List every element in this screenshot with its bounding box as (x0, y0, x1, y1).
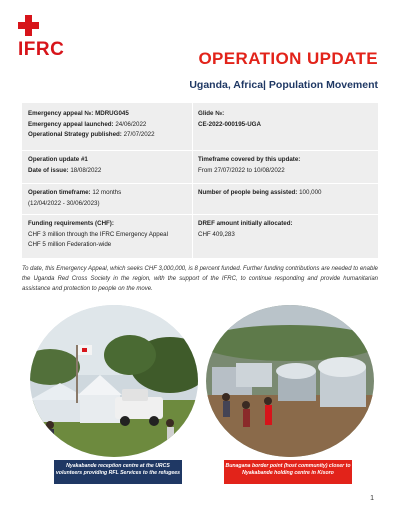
issue-label: Date of issue: (28, 166, 69, 174)
strategy-value: 27/07/2022 (123, 131, 155, 138)
strategy-label: Operational Strategy published: (28, 131, 122, 138)
page-subtitle: Uganda, Africa| Population Movement (189, 79, 378, 91)
row-divider (22, 183, 378, 184)
glide-value: CE-2022-000195-UGA (198, 120, 261, 128)
red-cross-crescent-icon (18, 14, 70, 38)
ifrc-logo (18, 14, 78, 62)
timeframe-covered (198, 155, 373, 176)
update-label: Operation update #1 (28, 156, 88, 163)
appeal-no-value: MDRUG045 (95, 110, 129, 117)
op-timeframe-label: Operation timeframe: (28, 189, 91, 196)
funding-label: Funding requirements (CHF): (28, 220, 114, 227)
row-divider (22, 214, 378, 215)
issue-value: 18/08/2022 (70, 166, 102, 174)
funding-line-1: CHF 3 million through the IFRC Emergency Appeal (28, 230, 168, 238)
row-divider (22, 150, 378, 151)
dref-label: DREF amount initially allocated: (198, 220, 293, 227)
funding-paragraph: To date, this Emergency Appeal, which seeks CHF 3,000,000, is 8 percent funded. Further funding contributions are needed to enable the Uganda Red Cross Society in the region, with the support of the IFRC, to continue responding and provide humanitarian assistance and protection to people on the move. (22, 266, 378, 292)
timeframe-covered-value: From 27/07/2022 to 10/08/2022 (198, 166, 285, 174)
funding-line-2: CHF 5 million Federation-wide (28, 241, 112, 248)
left-photo-caption: Nyakabande reception centre at the URCS volunteers providing RFL Services to the refugees (54, 460, 182, 484)
logo-text: IFRC (18, 39, 65, 60)
people-label: Number of people being assisted: (198, 189, 298, 196)
launched-label: Emergency appeal launched: (28, 120, 114, 128)
page-number: 1 (370, 495, 374, 502)
appeal-no-label: Emergency appeal №: (28, 110, 94, 117)
update-details (28, 155, 188, 176)
dref-value: CHF 409,283 (198, 230, 235, 238)
timeframe-covered-label: Timeframe covered by this update: (198, 156, 301, 163)
people-assisted (198, 188, 373, 199)
operation-timeframe (28, 188, 188, 209)
operation-info-box (22, 103, 378, 258)
page-title: OPERATION UPDATE (198, 49, 378, 68)
bunagana-border-photo (206, 305, 374, 457)
funding-requirements (28, 219, 188, 251)
op-timeframe-value: 12 months (92, 189, 122, 196)
launched-value: 24/06/2022 (115, 120, 147, 128)
column-divider (192, 103, 193, 258)
op-timeframe-range: (12/04/2022 - 30/06/2023) (28, 199, 100, 207)
glide-label: Glide №: (198, 110, 225, 117)
dref-amount (198, 219, 373, 240)
people-value: 100,000 (299, 189, 322, 196)
right-photo-caption: Bunagana border point (host community) closer to Nyakabande holding centre in Kisoro (224, 460, 352, 484)
reception-centre-photo (30, 305, 198, 457)
appeal-details (28, 109, 188, 141)
glide-details (198, 109, 373, 130)
